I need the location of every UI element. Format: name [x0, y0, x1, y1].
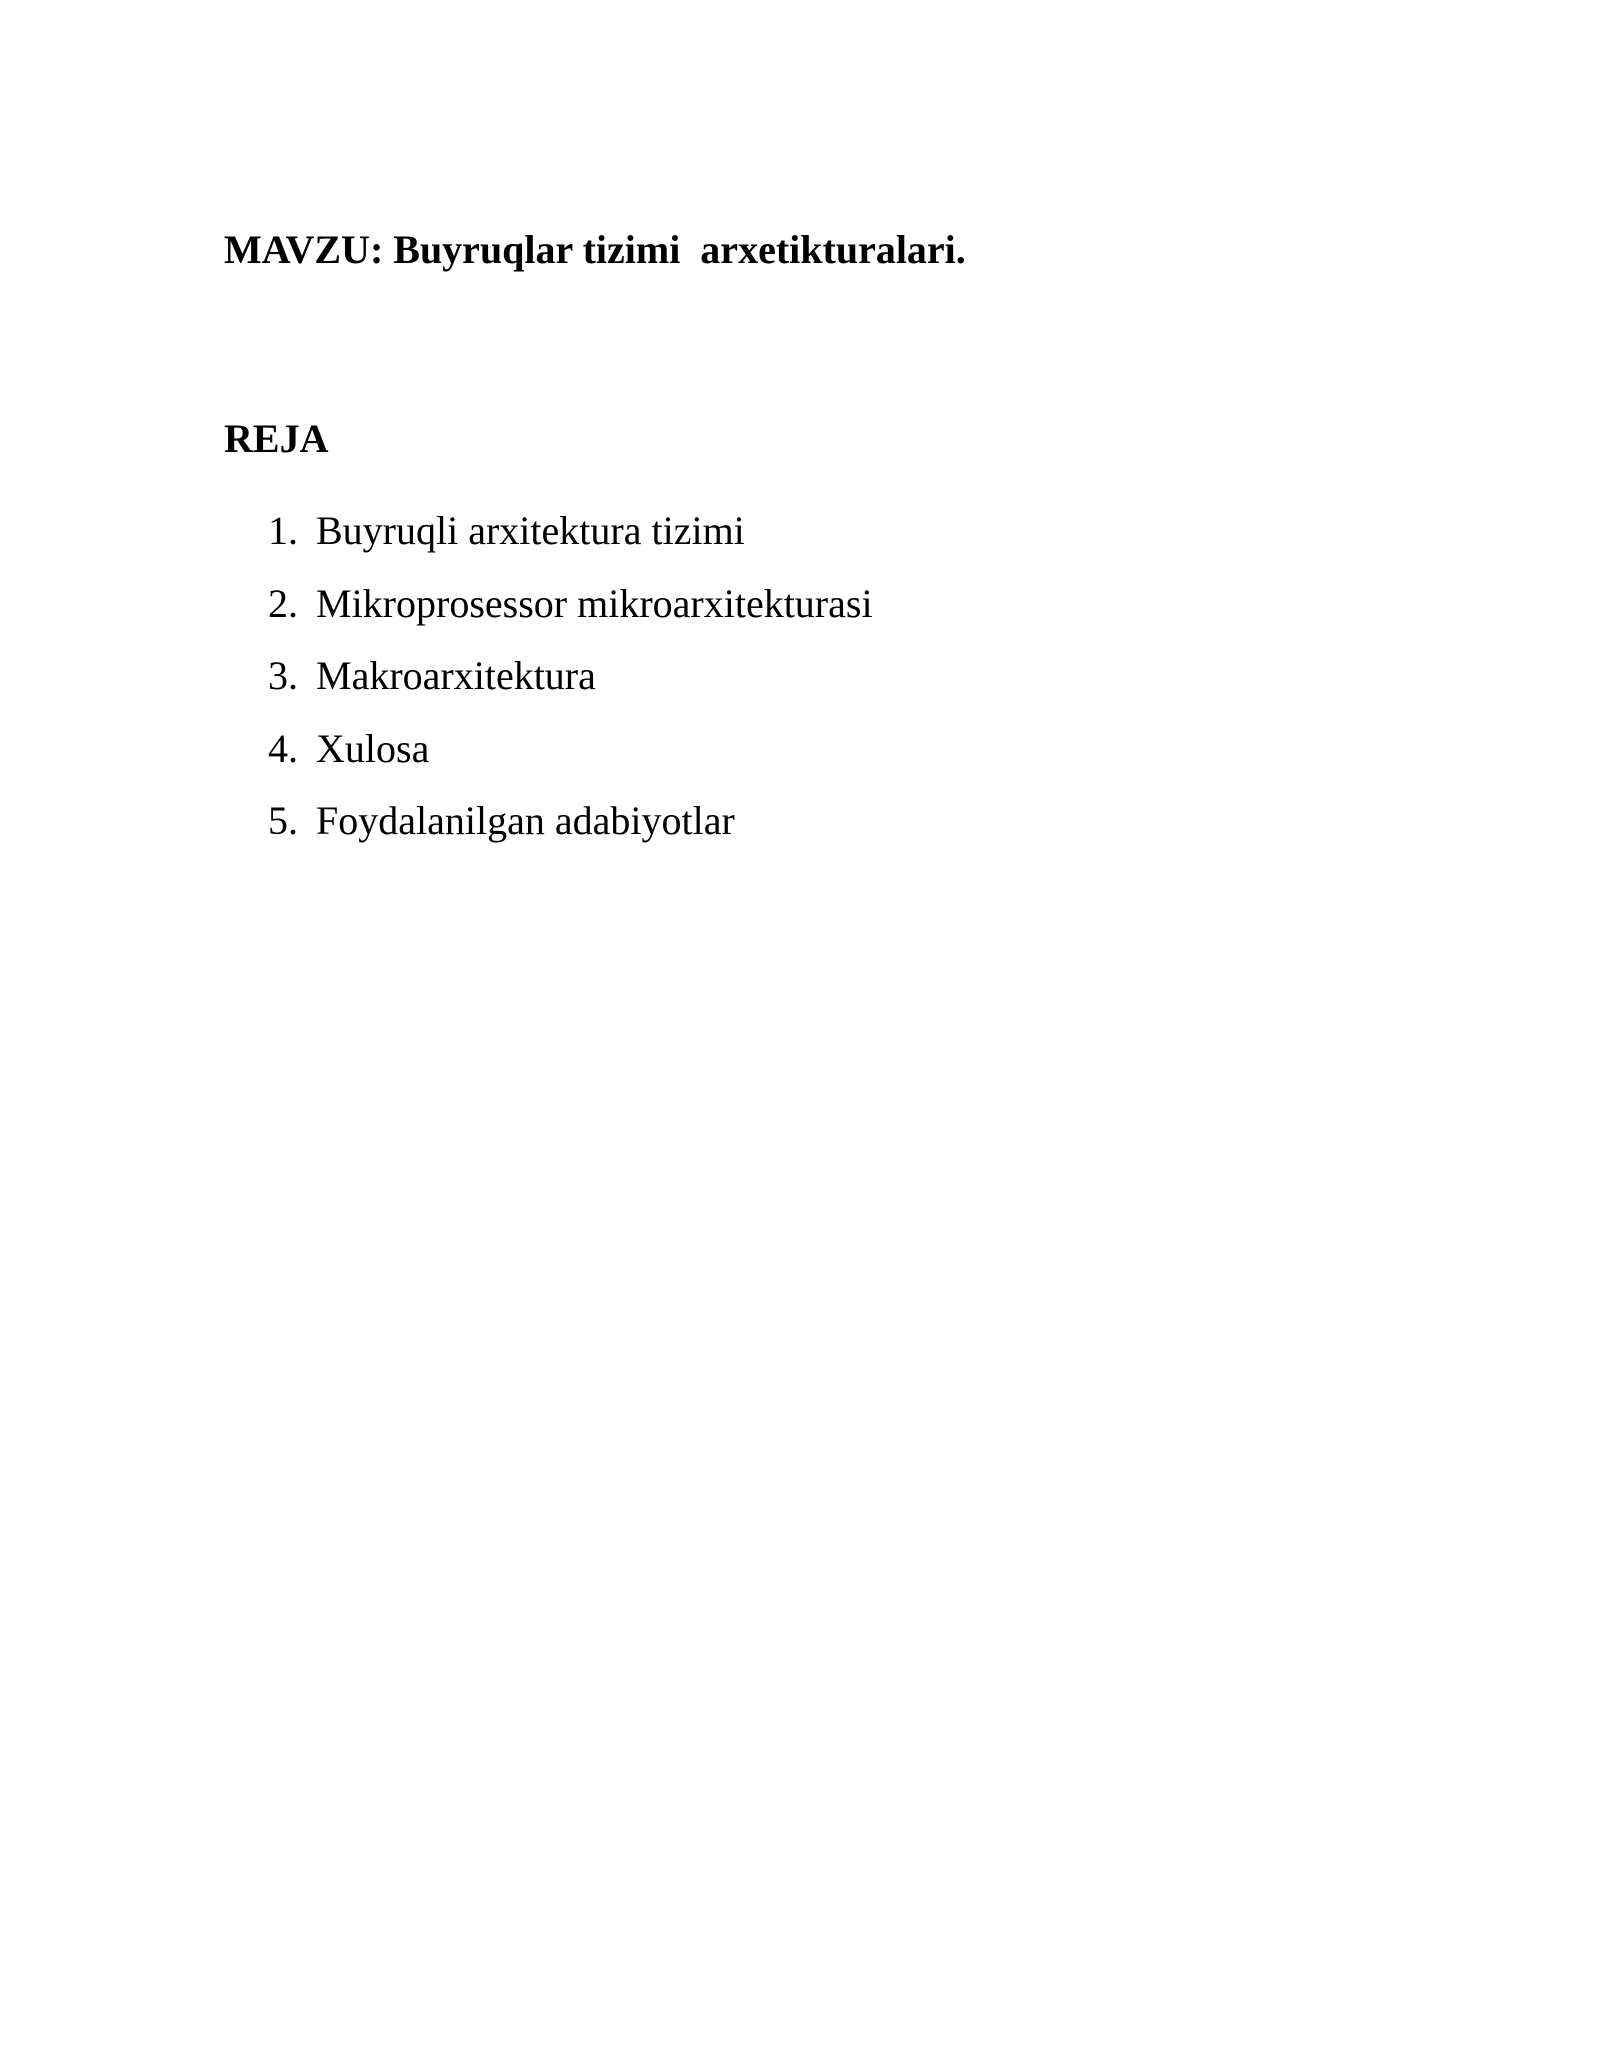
- plan-item-text: Mikroprosessor mikroarxitekturasi: [316, 580, 873, 626]
- plan-item: [268, 721, 873, 794]
- plan-item-text: Buyruqli arxitektura tizimi: [316, 508, 745, 553]
- plan-list: [268, 503, 873, 866]
- plan-item-text: Makroarxitektura: [316, 653, 596, 698]
- plan-item: [268, 793, 873, 866]
- plan-item-number: 3.: [268, 653, 298, 698]
- plan-item-number: 1.: [268, 508, 298, 553]
- plan-item-number: 5.: [268, 798, 298, 843]
- plan-item-number: 2.: [268, 580, 298, 626]
- plan-heading: REJA: [224, 416, 329, 461]
- plan-item: [268, 648, 873, 721]
- plan-item: [268, 576, 873, 649]
- plan-item-number: 4.: [268, 725, 298, 771]
- plan-item-text: Xulosa: [316, 725, 430, 771]
- plan-item: [268, 503, 873, 576]
- document-title: MAVZU: Buyruqlar tizimi arxetikturalari.: [224, 227, 966, 272]
- plan-item-text: Foydalanilgan adabiyotlar: [316, 798, 735, 843]
